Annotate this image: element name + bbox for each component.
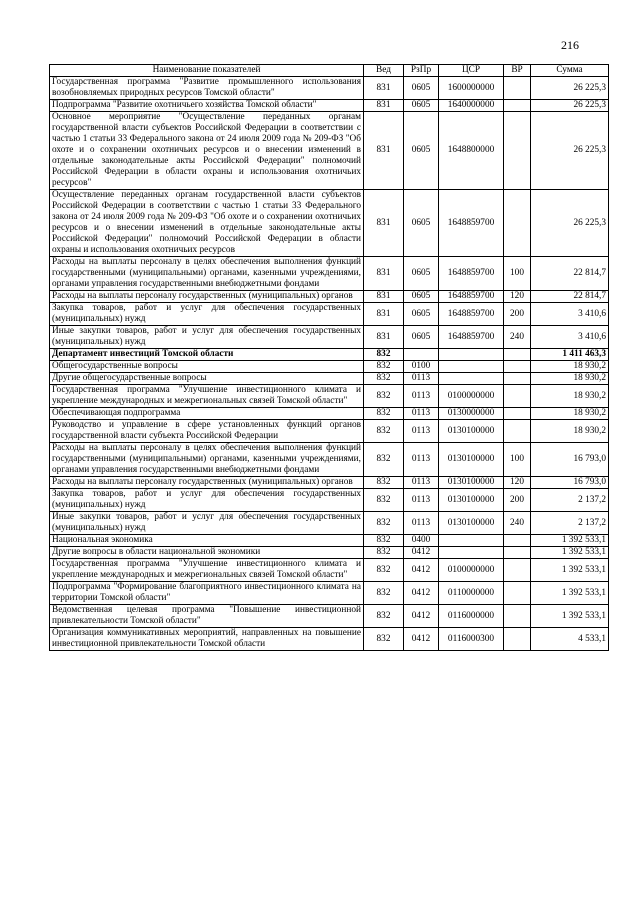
table-row [50, 77, 609, 100]
cell-sum: 1 411 463,3 [531, 349, 609, 361]
cell-name: Подпрограмма "Формирование благоприятного инвестиционного климата на территории Томской области" [50, 582, 364, 605]
cell-vr: 120 [504, 477, 531, 489]
cell-sum: 22 814,7 [531, 257, 609, 291]
cell-ved: 831 [364, 190, 404, 257]
cell-ved: 832 [364, 582, 404, 605]
cell-sum: 1 392 533,1 [531, 547, 609, 559]
cell-name: Ведомственная целевая программа "Повышение инвестиционной привлекательности Томской области" [50, 605, 364, 628]
cell-vr: 100 [504, 257, 531, 291]
table-row [50, 385, 609, 408]
cell-sum: 22 814,7 [531, 291, 609, 303]
table-row [50, 361, 609, 373]
cell-sum: 26 225,3 [531, 77, 609, 100]
cell-vr [504, 408, 531, 420]
cell-csr [439, 373, 504, 385]
cell-name: Закупка товаров, работ и услуг для обеспечения государственных (муниципальных) нужд [50, 489, 364, 512]
cell-csr: 0130000000 [439, 408, 504, 420]
cell-ved: 831 [364, 257, 404, 291]
table-row [50, 605, 609, 628]
cell-name: Другие вопросы в области национальной экономики [50, 547, 364, 559]
cell-csr: 1648859700 [439, 190, 504, 257]
cell-rzpr: 0412 [404, 547, 439, 559]
table-row [50, 559, 609, 582]
cell-vr [504, 582, 531, 605]
cell-csr [439, 535, 504, 547]
cell-rzpr: 0412 [404, 605, 439, 628]
cell-name: Расходы на выплаты персоналу государственных (муниципальных) органов [50, 291, 364, 303]
cell-vr: 200 [504, 303, 531, 326]
cell-sum: 18 930,2 [531, 361, 609, 373]
cell-vr [504, 605, 531, 628]
cell-sum: 18 930,2 [531, 408, 609, 420]
column-header-sum: Сумма [531, 65, 609, 77]
table-row [50, 628, 609, 651]
cell-vr: 200 [504, 489, 531, 512]
table-row [50, 349, 609, 361]
cell-ved: 831 [364, 303, 404, 326]
cell-sum: 16 793,0 [531, 477, 609, 489]
table-row [50, 420, 609, 443]
cell-name: Государственная программа "Улучшение инвестиционного климата и укрепление международных и межрегиональных связей Томской области" [50, 559, 364, 582]
cell-rzpr: 0100 [404, 361, 439, 373]
cell-vr [504, 420, 531, 443]
cell-vr: 100 [504, 443, 531, 477]
cell-ved: 831 [364, 100, 404, 112]
cell-rzpr: 0605 [404, 190, 439, 257]
cell-sum: 1 392 533,1 [531, 559, 609, 582]
cell-ved: 832 [364, 559, 404, 582]
cell-name: Подпрограмма "Развитие охотничьего хозяйства Томской области" [50, 100, 364, 112]
table-row [50, 190, 609, 257]
cell-vr [504, 100, 531, 112]
table-row [50, 547, 609, 559]
table-body [50, 77, 609, 651]
column-header-ved: Вед [364, 65, 404, 77]
cell-ved: 832 [364, 385, 404, 408]
cell-rzpr: 0605 [404, 257, 439, 291]
cell-csr: 0116000300 [439, 628, 504, 651]
table-row [50, 112, 609, 190]
cell-csr: 1648859700 [439, 326, 504, 349]
cell-csr: 0100000000 [439, 385, 504, 408]
cell-csr: 0130100000 [439, 512, 504, 535]
table-row [50, 291, 609, 303]
cell-name: Расходы на выплаты персоналу государственных (муниципальных) органов [50, 477, 364, 489]
cell-name: Национальная экономика [50, 535, 364, 547]
cell-sum: 26 225,3 [531, 112, 609, 190]
cell-csr: 0116000000 [439, 605, 504, 628]
cell-name: Осуществление переданных органам государственной власти субъектов Российской Федерации в соответствии с частью 1 статьи 33 Федерального закона от 24 июля 2009 года № 209-ФЗ "Об охоте и о сохранении охотничьих ресурсов и о внесении изменений в отдельные законодательные акты Российской Федерации" полномочий Российской Федерации в области охраны и использования охотничьих ресурсов [50, 190, 364, 257]
cell-csr: 0100000000 [439, 559, 504, 582]
cell-rzpr: 0412 [404, 559, 439, 582]
cell-name: Другие общегосударственные вопросы [50, 373, 364, 385]
cell-ved: 832 [364, 349, 404, 361]
cell-vr [504, 385, 531, 408]
cell-csr: 1648859700 [439, 291, 504, 303]
cell-name: Общегосударственные вопросы [50, 361, 364, 373]
cell-sum: 1 392 533,1 [531, 605, 609, 628]
cell-ved: 832 [364, 535, 404, 547]
cell-csr [439, 547, 504, 559]
cell-ved: 832 [364, 408, 404, 420]
cell-ved: 831 [364, 326, 404, 349]
cell-csr: 1600000000 [439, 77, 504, 100]
cell-ved: 832 [364, 628, 404, 651]
cell-sum: 1 392 533,1 [531, 582, 609, 605]
cell-rzpr: 0412 [404, 582, 439, 605]
cell-sum: 18 930,2 [531, 385, 609, 408]
cell-vr [504, 547, 531, 559]
cell-rzpr: 0605 [404, 291, 439, 303]
cell-ved: 831 [364, 291, 404, 303]
cell-csr: 0130100000 [439, 420, 504, 443]
cell-vr [504, 349, 531, 361]
cell-csr: 0130100000 [439, 477, 504, 489]
cell-name: Организация коммуникативных мероприятий, направленных на повышение инвестиционной привлекательности Томской области [50, 628, 364, 651]
cell-ved: 831 [364, 112, 404, 190]
cell-csr: 0130100000 [439, 443, 504, 477]
cell-name: Расходы на выплаты персоналу в целях обеспечения выполнения функций государственными (муниципальными) органами, казенными учреждениями, органами управления государственными внебюджетными фондами [50, 443, 364, 477]
column-header-name: Наименование показателей [50, 65, 364, 77]
cell-vr: 240 [504, 512, 531, 535]
cell-sum: 18 930,2 [531, 373, 609, 385]
cell-rzpr [404, 349, 439, 361]
table-row [50, 443, 609, 477]
cell-vr [504, 77, 531, 100]
cell-vr [504, 628, 531, 651]
cell-ved: 831 [364, 77, 404, 100]
cell-name: Иные закупки товаров, работ и услуг для обеспечения государственных (муниципальных) нужд [50, 326, 364, 349]
cell-vr [504, 112, 531, 190]
table-row [50, 489, 609, 512]
cell-sum: 1 392 533,1 [531, 535, 609, 547]
cell-name: Департамент инвестиций Томской области [50, 349, 364, 361]
table-row [50, 326, 609, 349]
cell-rzpr: 0113 [404, 420, 439, 443]
table-row [50, 477, 609, 489]
table-header-row [50, 65, 609, 77]
cell-name: Обеспечивающая подпрограмма [50, 408, 364, 420]
cell-vr: 240 [504, 326, 531, 349]
cell-csr: 0130100000 [439, 489, 504, 512]
cell-csr: 1648800000 [439, 112, 504, 190]
cell-csr: 1648859700 [439, 303, 504, 326]
cell-sum: 16 793,0 [531, 443, 609, 477]
cell-csr: 1640000000 [439, 100, 504, 112]
column-header-vr: ВР [504, 65, 531, 77]
cell-name: Расходы на выплаты персоналу в целях обеспечения выполнения функций государственными (муниципальными) органами, казенными учреждениями, органами управления государственными внебюджетными фондами [50, 257, 364, 291]
cell-sum: 2 137,2 [531, 489, 609, 512]
cell-rzpr: 0113 [404, 443, 439, 477]
cell-sum: 18 930,2 [531, 420, 609, 443]
cell-name: Иные закупки товаров, работ и услуг для обеспечения государственных (муниципальных) нужд [50, 512, 364, 535]
cell-csr [439, 361, 504, 373]
cell-sum: 4 533,1 [531, 628, 609, 651]
column-header-csr: ЦСР [439, 65, 504, 77]
cell-rzpr: 0113 [404, 512, 439, 535]
cell-rzpr: 0605 [404, 303, 439, 326]
cell-ved: 832 [364, 373, 404, 385]
cell-csr: 1648859700 [439, 257, 504, 291]
cell-name: Руководство и управление в сфере установленных функций органов государственной власти субъекта Российской Федерации [50, 420, 364, 443]
cell-ved: 832 [364, 489, 404, 512]
cell-rzpr: 0605 [404, 112, 439, 190]
table-row [50, 373, 609, 385]
cell-sum: 3 410,6 [531, 326, 609, 349]
cell-csr [439, 349, 504, 361]
table-row [50, 100, 609, 112]
cell-ved: 832 [364, 477, 404, 489]
column-header-rzpr: РзПр [404, 65, 439, 77]
table-row [50, 303, 609, 326]
cell-rzpr: 0605 [404, 326, 439, 349]
cell-sum: 3 410,6 [531, 303, 609, 326]
cell-ved: 832 [364, 547, 404, 559]
cell-name: Государственная программа "Развитие промышленного использования возобновляемых природных ресурсов Томской области" [50, 77, 364, 100]
cell-vr [504, 361, 531, 373]
table-row [50, 512, 609, 535]
budget-table [49, 64, 609, 651]
cell-ved: 832 [364, 443, 404, 477]
cell-vr [504, 373, 531, 385]
cell-ved: 832 [364, 420, 404, 443]
page-number: 216 [561, 38, 579, 52]
cell-rzpr: 0113 [404, 489, 439, 512]
cell-rzpr: 0113 [404, 373, 439, 385]
cell-name: Основное мероприятие "Осуществление переданных органам государственной власти субъектов Российской Федерации в соответствии с частью 1 статьи 33 Федерального закона от 24 июля 2009 года № 209-ФЗ "Об охоте и о сохранении охотничьих ресурсов и о внесении изменений в отдельные законодательные акты Российской Федерации" полномочий Российской Федерации в области охраны и использования охотничьих ресурсов" [50, 112, 364, 190]
cell-rzpr: 0605 [404, 77, 439, 100]
cell-rzpr: 0113 [404, 408, 439, 420]
table-row [50, 257, 609, 291]
cell-rzpr: 0412 [404, 628, 439, 651]
cell-name: Закупка товаров, работ и услуг для обеспечения государственных (муниципальных) нужд [50, 303, 364, 326]
cell-vr: 120 [504, 291, 531, 303]
cell-sum: 26 225,3 [531, 190, 609, 257]
cell-rzpr: 0113 [404, 385, 439, 408]
cell-vr [504, 559, 531, 582]
cell-sum: 26 225,3 [531, 100, 609, 112]
table-row [50, 582, 609, 605]
cell-rzpr: 0113 [404, 477, 439, 489]
cell-ved: 832 [364, 605, 404, 628]
table-row [50, 408, 609, 420]
cell-vr [504, 535, 531, 547]
cell-ved: 832 [364, 361, 404, 373]
cell-csr: 0110000000 [439, 582, 504, 605]
cell-rzpr: 0605 [404, 100, 439, 112]
cell-sum: 2 137,2 [531, 512, 609, 535]
cell-name: Государственная программа "Улучшение инвестиционного климата и укрепление международных и межрегиональных связей Томской области" [50, 385, 364, 408]
table-row [50, 535, 609, 547]
cell-vr [504, 190, 531, 257]
cell-rzpr: 0400 [404, 535, 439, 547]
cell-ved: 832 [364, 512, 404, 535]
